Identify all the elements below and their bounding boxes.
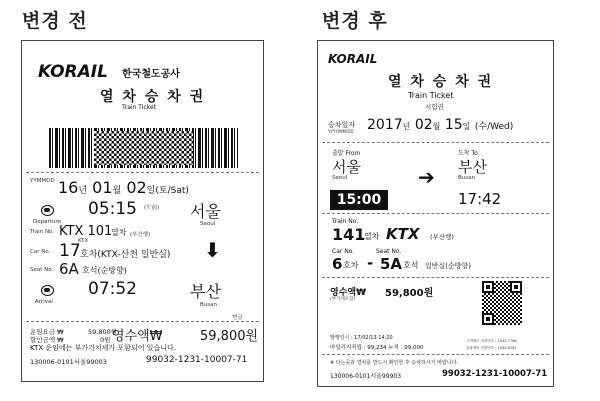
seat-text: 호석(순방향) bbox=[82, 266, 127, 275]
ride-date: 16년 01월 02일(토/Sat) bbox=[58, 178, 189, 197]
train-number: 141 bbox=[332, 225, 366, 244]
date-label: YYMMDD bbox=[30, 178, 55, 184]
train-destination: (부산행) bbox=[430, 233, 454, 241]
car-number: 6 bbox=[332, 255, 343, 273]
train-unit: 열차 bbox=[364, 232, 380, 241]
ticket-number: 99032-1231-10007-71 bbox=[146, 355, 248, 365]
fare-label: 운임요금 ₩ bbox=[30, 328, 64, 336]
issue-date: 발행일시 : 17/02/13 14:20 bbox=[330, 335, 393, 341]
korail-logo: KORAIL bbox=[38, 62, 108, 82]
total-amount: 59,800원 bbox=[200, 329, 259, 344]
divider bbox=[26, 321, 259, 322]
issue-code: 130006-0101서울99903 bbox=[330, 373, 402, 380]
barcode bbox=[49, 128, 238, 168]
korail-logo: KORAIL bbox=[328, 52, 378, 66]
arrival-station-en: Busan bbox=[458, 175, 475, 181]
ktx-logo: KTX bbox=[386, 225, 420, 243]
new-ticket bbox=[317, 40, 554, 387]
seat-number: 5A bbox=[380, 255, 403, 273]
date-label-en: YYYY/MM/DD bbox=[328, 129, 354, 134]
arrival-station: 부산 bbox=[190, 282, 221, 301]
company-name: 한국철도공사 bbox=[122, 69, 180, 80]
down-arrow-icon: ⬇ bbox=[204, 238, 221, 262]
departure-station: 서울 bbox=[190, 202, 221, 221]
arrival-time: 07:52 bbox=[88, 279, 137, 299]
payment-note: 현금 bbox=[232, 315, 243, 321]
train-unit: 열차 bbox=[111, 228, 127, 237]
ride-date: 2017년 02월 15일 (수/Wed) bbox=[367, 117, 514, 133]
old-ticket bbox=[21, 40, 264, 382]
confirm-note: ※ 타는곳과 열차를 반드시 확인한 후 승차하시기 바랍니다. bbox=[330, 360, 458, 366]
ticket-number: 99032-1231-10007-71 bbox=[442, 369, 548, 379]
train-label: Train No. bbox=[30, 229, 55, 235]
ticket-title: 열 차 승 차 권 bbox=[100, 89, 206, 105]
date-label: 승차일자 bbox=[328, 121, 356, 129]
ticket-subtitle: Train Ticket bbox=[122, 104, 157, 111]
seat-class: 일반실(순방향) bbox=[425, 262, 472, 270]
divider bbox=[322, 354, 549, 355]
train-label: Train No. bbox=[332, 218, 359, 225]
departure-station-en: Seoul bbox=[200, 221, 216, 227]
fare-value: 59,800원 bbox=[88, 328, 118, 336]
seat-unit: 호석 bbox=[403, 261, 419, 270]
departure-label: Departure bbox=[33, 219, 61, 225]
train-sub: KTX bbox=[78, 238, 89, 244]
discount-label: 할인금액 ₩ bbox=[30, 336, 64, 344]
tour-center: 관광센터 전화번호 : 1544-8787 bbox=[466, 346, 517, 350]
divider bbox=[26, 172, 259, 173]
right-arrow-icon: ➔ bbox=[418, 165, 435, 189]
train-icon bbox=[41, 205, 54, 216]
arrival-label: 도착 To bbox=[458, 150, 478, 157]
ticket-subtitle: Train Ticket bbox=[408, 91, 454, 100]
car-label: Car No. bbox=[332, 248, 355, 255]
ticket-subtitle-2: 시험권 bbox=[425, 103, 444, 111]
seat-label: Seat No. bbox=[30, 267, 54, 273]
mileage: 마일리지적립 : 99,234 누적 : 99,000 bbox=[330, 345, 424, 351]
discount-value: 0원 bbox=[100, 336, 111, 344]
receipt-label: 영수액₩ bbox=[330, 288, 367, 298]
total-amount: 59,800원 bbox=[385, 288, 434, 299]
seat-separator: - bbox=[367, 254, 374, 272]
departure-station-en: Seoul bbox=[332, 175, 348, 181]
qr-code bbox=[482, 281, 522, 325]
ticket-title: 열 차 승 차 권 bbox=[388, 74, 494, 90]
car-label: Car No. bbox=[30, 249, 51, 255]
arrival-station: 부산 bbox=[458, 158, 487, 176]
train-icon bbox=[41, 285, 54, 296]
departure-label: 출발 From bbox=[332, 150, 361, 157]
train-destination: (부산행) bbox=[130, 232, 151, 238]
seat-number: 6A bbox=[59, 260, 79, 278]
arrival-label: Arrival bbox=[35, 299, 53, 305]
car-unit: 호차 bbox=[343, 261, 359, 270]
divider bbox=[322, 277, 549, 278]
vat-note: (부가세포함) bbox=[330, 297, 356, 302]
departure-time: 05:15 bbox=[88, 199, 137, 219]
divider bbox=[322, 213, 549, 214]
seat-label: Seat No. bbox=[376, 248, 402, 255]
time-tag: (午前) bbox=[144, 205, 160, 211]
vat-note: KTX 운임에는 부가가치세가 포함되어 있습니다. bbox=[30, 344, 176, 352]
before-heading: 변경 전 bbox=[22, 10, 88, 32]
after-heading: 변경 후 bbox=[322, 10, 388, 32]
customer-center: 고객센터 전화번호 : 1544-7788 bbox=[466, 339, 517, 343]
arrival-time: 17:42 bbox=[458, 190, 502, 208]
departure-station: 서울 bbox=[332, 158, 361, 176]
issue-code: 130006-0101서울99003 bbox=[30, 358, 107, 366]
car-text: 호차(KTX-산천 일반실) bbox=[80, 250, 171, 260]
arrival-station-en: Busan bbox=[200, 302, 217, 308]
receipt-label: 영수액₩ bbox=[112, 329, 163, 344]
train-number: KTX 101 bbox=[59, 224, 113, 239]
car-number: 17 bbox=[59, 241, 81, 261]
departure-time: 15:00 bbox=[330, 190, 388, 210]
divider bbox=[322, 142, 549, 143]
